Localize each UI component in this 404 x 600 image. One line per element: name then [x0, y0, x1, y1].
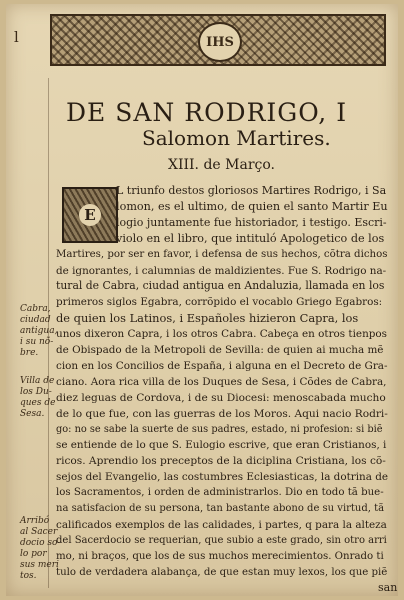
text-line: Martires, por ser en favor, i defensa de sus hechos, cõtra dichos [56, 248, 388, 260]
feast-date: XIII. de Março. [168, 157, 276, 173]
text-line: los Sacramentos, i orden de administrarlos. Dio en todo tã bue- [56, 487, 384, 499]
page-number: l [14, 28, 19, 46]
text-line: del Sacerdocio se requerian, que subio a este grado, sin otro arri [56, 534, 387, 546]
text-line: de ignorantes, i calumnias de maldizientes. Fue S. Rodrigo na- [56, 264, 387, 277]
margin-note-line: tos. [20, 571, 37, 581]
text-line: mo, ni braços, que los de sus muchos merecimientos. Onrado ti [56, 550, 384, 562]
initial-letter: E [79, 204, 101, 226]
chapter-subtitle: Salomon Martires. [142, 126, 331, 150]
header-ornament [50, 14, 386, 66]
text-line: tulo de verdadera alabança, de que estan muy lexos, los que piẽ [56, 566, 388, 578]
text-line: cion en los Concilios de España, i alguna en el Decreto de Gra- [56, 359, 388, 372]
text-line: de Obispado de la Metropoli de Sevilla: de quien ai mucha mẽ [56, 344, 384, 356]
margin-note-line: docio so- [20, 538, 61, 548]
margin-note-line: Cabra, [20, 304, 51, 314]
margin-note-line: al Sacer [20, 527, 58, 537]
text-line: ciano. Aora rica villa de los Duques de Sesa, i Cõdes de Cabra, [56, 375, 387, 388]
text-line: calificados exemplos de las calidades, i partes, q para la alteza [56, 518, 387, 531]
text-line: go: no se sabe la suerte de sus padres, estado, ni profesion: si biẽ [56, 423, 383, 435]
decorated-initial [62, 187, 118, 243]
text-line: tural de Cabra, ciudad antigua en Andaluzia, llamada en los [56, 279, 385, 293]
margin-note-line: ques de [20, 398, 56, 408]
text-line: L triunfo destos gloriosos Martires Rodrigo, i Sa [116, 184, 387, 197]
text-line: se entiende de lo que S. Eulogio escrive, que eran Cristianos, i [56, 439, 387, 452]
text-line: sejos del Evangelio, las costumbres Eclesiasticas, la dotrina de [56, 471, 389, 484]
text-line: na satisfacion de su persona, tan bastante abono de su virtud, tã [56, 503, 385, 514]
text-line: de quien los Latinos, i Españoles hizieron Capra, los [56, 311, 359, 326]
margin-note [20, 304, 57, 359]
text-line: de lo que fue, con las guerras de los Moros. Aqui nacio Rodri- [56, 407, 388, 420]
margin-note-line: ciudad [20, 315, 51, 325]
margin-note [20, 516, 60, 582]
ihs-monogram: IHS [198, 22, 242, 62]
text-line: ricos. Aprendio los preceptos de la diciplina Cristiana, los cõ- [56, 455, 386, 468]
margin-note-line: lo por [20, 549, 47, 559]
margin-note-line: Villa de [20, 376, 55, 386]
text-line: diez leguas de Cordova, i de su Diocesi: menoscabada mucho [56, 391, 386, 404]
text-line: violo en el libro, que intituló Apologetico de los [116, 231, 385, 245]
margin-note-line: los Du- [20, 387, 52, 397]
book-page [6, 4, 398, 596]
margin-note-line: sus meri [20, 560, 59, 570]
margin-note-line: antigua, [20, 326, 58, 336]
margin-note-line: i su nõ- [20, 337, 54, 347]
text-line: primeros siglos Egabra, corrõpido el vocablo Griego Egabros: [56, 296, 383, 309]
chapter-title: DE SAN RODRIGO, I [66, 98, 348, 127]
margin-note-line: bre. [20, 348, 39, 358]
text-line: unos dixeron Capra, i los otros Cabra. Cabeça en otros tienpos [56, 328, 388, 341]
text-line: lomon, es el ultimo, de quien el santo Martir Eu [116, 199, 388, 213]
margin-note-line: Sesa. [20, 409, 45, 419]
margin-note-line: Arribó [20, 516, 50, 526]
text-line: logio juntamente fue historiador, i testigo. Escri- [116, 215, 387, 229]
catchword: san [378, 581, 398, 594]
margin-note [20, 376, 55, 420]
